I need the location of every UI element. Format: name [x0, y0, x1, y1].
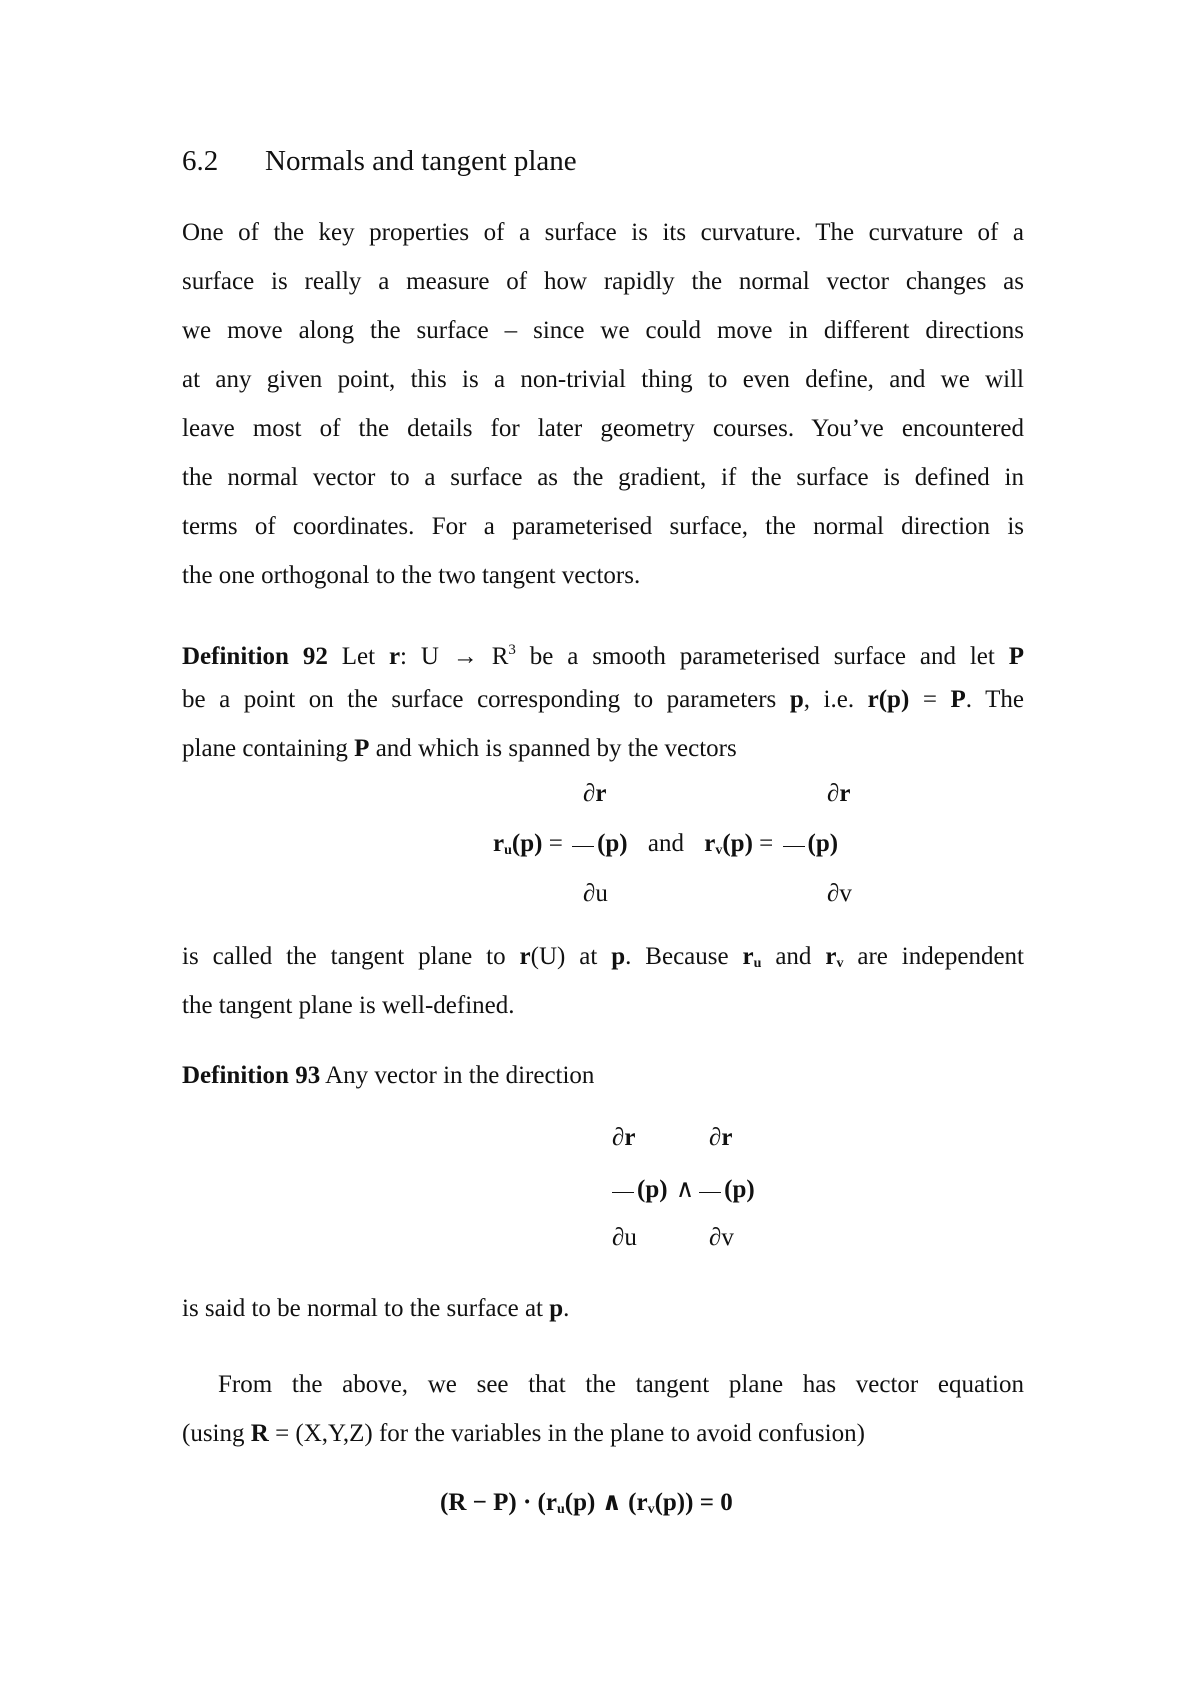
eq93-numerator-right: ∂r	[709, 1124, 733, 1151]
and-word: and	[647, 830, 684, 857]
final-paragraph	[182, 1360, 1024, 1458]
eq93-numerator-left: ∂r	[612, 1124, 636, 1151]
eq93-denominator-left: ∂u	[612, 1224, 637, 1251]
eq93-main-line	[609, 1174, 755, 1204]
math-p: p	[789, 686, 804, 713]
final-line-1: From the above, we see that the tangent plane has vector equation	[218, 1371, 1024, 1398]
intro-paragraph	[182, 208, 1024, 600]
subscript: v	[715, 843, 723, 858]
subscript: u	[753, 956, 762, 971]
def92-line-3	[182, 724, 1024, 773]
definition-92	[182, 626, 1024, 773]
superscript: 3	[508, 642, 516, 658]
def92-line-2	[182, 675, 1024, 724]
equals-sign: =	[759, 830, 774, 857]
math-r: r	[742, 943, 754, 970]
math-r: r	[825, 943, 837, 970]
math-P: P	[1008, 643, 1024, 670]
text: .	[563, 1295, 570, 1322]
intro-line: surface is really a measure of how rapidly the normal vector changes as	[182, 268, 1024, 295]
math-P: P	[354, 735, 370, 762]
section-title: Normals and tangent plane	[265, 145, 577, 177]
def92-after-line-1	[182, 932, 1024, 981]
fraction-bar	[612, 1192, 634, 1193]
fraction-bar	[699, 1192, 721, 1193]
math-p: p	[611, 943, 626, 970]
section-number: 6.2	[182, 145, 219, 177]
fraction-bar	[783, 846, 805, 847]
math-r: r	[388, 643, 401, 670]
text: is called the tangent plane to	[182, 943, 520, 970]
text: and which is spanned by the vectors	[369, 735, 737, 762]
math-P: P	[950, 686, 966, 713]
text: plane containing	[182, 735, 355, 762]
def93-conclusion	[182, 1284, 1024, 1333]
text: be a smooth parameterised surface and let	[515, 643, 1009, 670]
math-text: (p)) = 0	[654, 1489, 733, 1516]
intro-line: leave most of the details for later geometry courses. You’ve encountered	[182, 415, 1024, 442]
final-line-2	[182, 1409, 1024, 1458]
intro-line: at any given point, this is a non-trivial thing to even define, and we will	[182, 366, 1024, 393]
math-arg: (p)	[637, 1176, 668, 1203]
def92-line-1	[182, 626, 1024, 675]
intro-line: the one orthogonal to the two tangent vectors.	[182, 562, 641, 589]
text: are independent	[843, 943, 1024, 970]
def92-conclusion	[182, 932, 1024, 1030]
definition-93	[182, 1051, 1024, 1100]
eq92-denominator-right: ∂v	[827, 880, 852, 907]
equals-sign: =	[548, 830, 563, 857]
math-p: p	[549, 1295, 564, 1322]
intro-line: terms of coordinates. For a parameterised surface, the normal direction is	[182, 513, 1024, 540]
intro-line: we move along the surface – since we could move in different directions	[182, 317, 1024, 344]
math-text: (R − P) · (r	[440, 1489, 557, 1516]
text: : U → R	[400, 643, 509, 670]
math-rp: r(p)	[867, 686, 910, 713]
subscript: u	[556, 1502, 565, 1517]
text: Any vector in the direction	[320, 1062, 595, 1089]
subscript: u	[504, 843, 512, 858]
math-arg: (p)	[511, 830, 543, 857]
intro-line: One of the key properties of a surface is its curvature. The curvature of a	[182, 219, 1024, 246]
tangent-plane-equation	[440, 1487, 733, 1518]
text: (using	[182, 1420, 251, 1447]
def93-after-line	[182, 1284, 1024, 1333]
math-r: r	[519, 943, 531, 970]
eq92-numerator-right: ∂r	[827, 780, 851, 807]
text: . The	[965, 686, 1024, 713]
def92-label: Definition 92	[182, 643, 328, 670]
wedge-symbol: ∧	[675, 1176, 695, 1203]
text: be a point on the surface corresponding to parameters	[182, 686, 790, 713]
text: Let	[341, 643, 389, 670]
eq93-denominator-right: ∂v	[709, 1224, 734, 1251]
text: . Because	[625, 943, 743, 970]
math-arg: (p)	[722, 830, 753, 857]
math-r: r	[704, 830, 716, 857]
def93-label: Definition 93	[182, 1062, 321, 1089]
def92-after-line-2: the tangent plane is well-defined.	[182, 992, 515, 1019]
math-R: R	[250, 1420, 269, 1447]
text: and	[761, 943, 826, 970]
math-r: r	[493, 830, 505, 857]
text: =	[909, 686, 951, 713]
text: , i.e.	[803, 686, 868, 713]
intro-line: the normal vector to a surface as the gradient, if the surface is defined in	[182, 464, 1024, 491]
text: (U) at	[530, 943, 612, 970]
def93-line	[182, 1051, 1024, 1100]
math-arg: (p)	[724, 1176, 755, 1203]
subscript: v	[647, 1502, 655, 1517]
subscript: v	[836, 956, 844, 971]
fraction-bar	[572, 846, 594, 847]
eq92-main-line	[493, 830, 838, 859]
eq92-denominator-left: ∂u	[583, 880, 608, 907]
text: is said to be normal to the surface at	[182, 1295, 550, 1322]
math-text: (p) ∧ (r	[564, 1489, 648, 1516]
eq92-numerator-left: ∂r	[583, 780, 607, 807]
math-arg: (p)	[807, 830, 839, 857]
text: = (X,Y,Z) for the variables in the plane to avoid confusion)	[268, 1420, 865, 1447]
math-arg: (p)	[597, 830, 628, 857]
